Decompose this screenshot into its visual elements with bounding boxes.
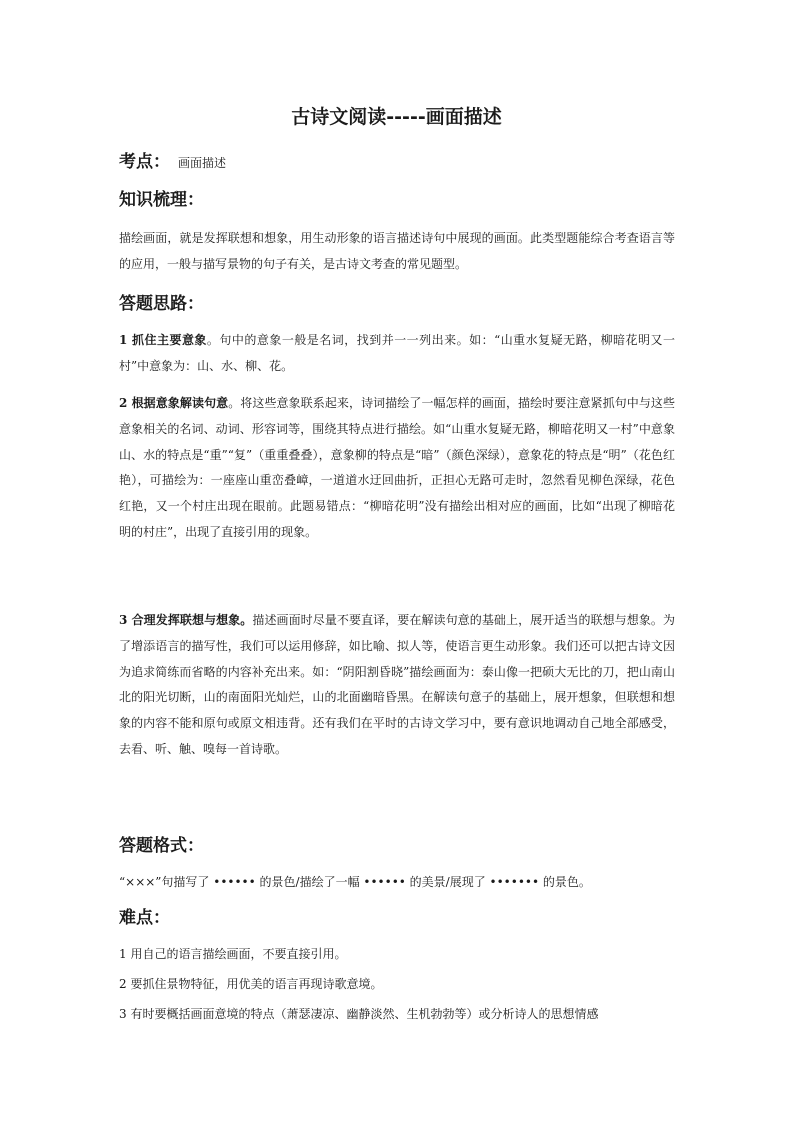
geshi-heading: 答题格式： xyxy=(119,836,204,856)
silu-item-2 xyxy=(119,391,675,546)
silu-item-1-lead: 1 抓住主要意象 xyxy=(119,333,207,347)
nandian-item-3: 3 有时要概括画面意境的特点（萧瑟凄凉、幽静淡然、生机勃勃等）或分析诗人的思想情感 xyxy=(119,1007,599,1021)
nandian-item-1: 1 用自己的语言描绘画面，不要直接引用。 xyxy=(119,947,347,961)
kaodian-heading: 考点： xyxy=(119,152,170,172)
nandian-item-2: 2 要抓住景物特征，用优美的语言再现诗歌意境。 xyxy=(119,977,383,991)
silu-heading: 答题思路： xyxy=(119,294,204,314)
zhishi-heading: 知识梳理： xyxy=(119,190,204,210)
kaodian-row xyxy=(119,150,226,175)
geshi-text: “×××”句描写了 •••••• 的景色/描绘了一幅 •••••• 的美景/展现了 ••••••• 的景色。 xyxy=(119,875,591,889)
zhishi-paragraph: 描绘画面，就是发挥联想和想象，用生动形象的语言描述诗句中展现的画面。此类型题能综合考查语言等的应用，一般与描写景物的句子有关，是古诗文考查的常见题型。 xyxy=(119,231,675,271)
silu-item-2-lead: 2 根据意象解读句意 xyxy=(119,396,229,410)
silu-item-3-lead: 3 合理发挥联想与想象。 xyxy=(119,613,253,627)
silu-item-1 xyxy=(119,328,675,380)
silu-item-2-text: 。将这些意象联系起来，诗词描绘了一幅怎样的画面，描绘时要注意紧抓句中与这些意象相关的名词、动词、形容词等，围绕其特点进行描绘。如“山重水复疑无路，柳暗花明又一村”中意象山、水的特点是“重”“复”（重重叠叠），意象柳的特点是“暗”（颜色深绿），意象花的特点是“明”（花色红艳），可描绘为：一座座山重峦叠嶂，一道道水迂回曲折，正担心无路可走时，忽然看见柳色深绿，花色红艳，又一个村庄出现在眼前。此题易错点：“柳暗花明”没有描绘出相对应的画面，比如“出现了柳暗花明的村庄”，出现了直接引用的现象。 xyxy=(119,396,675,539)
silu-item-3 xyxy=(119,608,675,763)
kaodian-value: 画面描述 xyxy=(178,156,227,170)
silu-item-1-text: 。句中的意象一般是名词，找到并一一列出来。如：“山重水复疑无路，柳暗花明又一村”中意象为：山、水、柳、花。 xyxy=(119,333,675,373)
page-title: 古诗文阅读-----画面描述 xyxy=(291,106,502,128)
silu-item-3-text: 描述画面时尽量不要直译，要在解读句意的基础上，展开适当的联想与想象。为了增添语言的描写性，我们可以运用修辞，如比喻、拟人等，使语言更生动形象。我们还可以把古诗文因为追求简练而省略的内容补充出来。如：“阴阳割昏晓”描绘画面为：泰山像一把硕大无比的刀，把山南山北的阳光切断，山的南面阳光灿烂，山的北面幽暗昏黑。在解读句意子的基础上，展开想象，但联想和想象的内容不能和原句或原文相违背。还有我们在平时的古诗文学习中，要有意识地调动自己地全部感受，去看、听、触、嗅每一首诗歌。 xyxy=(119,613,675,756)
nandian-heading: 难点： xyxy=(119,908,170,928)
